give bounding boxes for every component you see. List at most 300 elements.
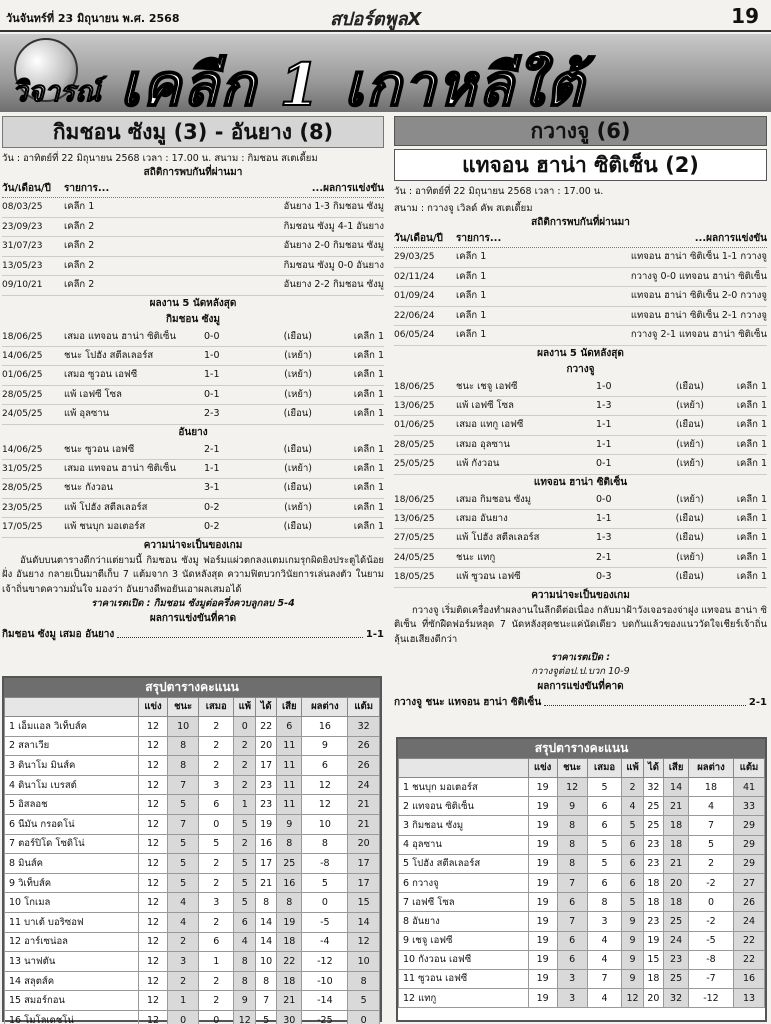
h2h-competition: เคลีก 1 — [456, 270, 487, 282]
standings-cell: 41 — [734, 778, 765, 797]
standings-cell: 23 — [643, 835, 664, 854]
standings-cell: 12 — [138, 814, 167, 834]
standings-cell: -5 — [688, 931, 733, 950]
standings-cell: 6 — [587, 797, 622, 816]
standings-row — [5, 893, 380, 913]
form-row — [394, 397, 767, 416]
standings-team: 13 นาฟตัน — [5, 952, 139, 972]
standings-cell: 23 — [643, 912, 664, 931]
standings-row — [399, 816, 765, 835]
standings-col-header: เสมอ — [587, 759, 622, 778]
h2h-competition: เคลีก 1 — [456, 290, 487, 301]
standings-team: 16 โมโลเดชโน่ — [5, 1010, 139, 1024]
form-venue: (เหย้า) — [284, 462, 312, 474]
standings-cell: 13 — [734, 989, 765, 1008]
standings-cell: 18 — [643, 893, 664, 912]
match-column-right — [394, 116, 767, 710]
standings-cell: 26 — [734, 893, 765, 912]
standings-cell: 4 — [587, 931, 622, 950]
form-row — [2, 499, 384, 518]
match-meta: วัน : อาทิตย์ที่ 22 มิถุนายน 2568 เวลา : 17.00 น. — [394, 186, 604, 197]
standings-cell: 2 — [198, 736, 234, 756]
standings-cell: 23 — [256, 775, 277, 795]
standings-cell: 8 — [234, 952, 256, 972]
standings-cell: 18 — [277, 932, 302, 952]
standings-cell: 6 — [557, 931, 587, 950]
standings-cell: 2 — [168, 971, 199, 991]
h2h-date: 29/03/25 — [394, 252, 435, 262]
standings-cell: 0 — [688, 893, 733, 912]
h2h-row — [394, 307, 767, 327]
standings-row — [5, 756, 380, 776]
standings-cell: 22 — [734, 950, 765, 969]
form-venue: (เหย้า) — [676, 438, 704, 450]
form-row — [2, 405, 384, 424]
standings-cell: 5 — [168, 795, 199, 815]
standings-row — [5, 971, 380, 991]
standings-cell: 2 — [168, 932, 199, 952]
standings-cell: 5 — [234, 873, 256, 893]
standings-cell: 5 — [688, 835, 733, 854]
form-date: 31/05/25 — [2, 463, 43, 474]
standings-team: 5 โปฮัง สตีลเลอร์ส — [399, 854, 529, 873]
standings-row — [399, 989, 765, 1008]
form-date: 28/05/25 — [2, 389, 43, 400]
standings-cell: 14 — [256, 932, 277, 952]
h2h-result: อันยาง 2-2 กิมชอน ซังมู — [283, 279, 384, 290]
form-venue: (เยือน) — [283, 482, 312, 494]
form-competition: เคลีก 1 — [353, 388, 384, 400]
form-competition: เคลีก 1 — [353, 462, 384, 474]
standings-cell: -14 — [302, 991, 348, 1011]
team-a-name: กวางจู — [566, 363, 595, 375]
standings-cell: 5 — [168, 854, 199, 874]
standings-cell: -2 — [688, 873, 733, 892]
h2h-row — [394, 248, 767, 268]
standings-cell: 12 — [138, 795, 167, 815]
standings-team: 10 กังวอน เอฟซี — [399, 950, 529, 969]
h2h-row — [394, 326, 767, 346]
standings-cell: 8 — [557, 854, 587, 873]
h2h-title: สถิติการพบกันที่ผ่านมา — [143, 167, 243, 178]
h2h-head-comp: รายการ... — [456, 233, 502, 244]
form-venue: (เยือน) — [283, 521, 312, 533]
standings-row — [5, 932, 380, 952]
form-opponent: ชนะ เชจู เอฟซี — [456, 380, 518, 392]
standings-cell: 25 — [664, 969, 689, 988]
standings-cell: 2 — [198, 971, 234, 991]
form-score: 0-0 — [596, 493, 612, 505]
standings-col-header: เสมอ — [198, 698, 234, 717]
standings-cell: 22 — [277, 952, 302, 972]
h2h-date: 22/06/24 — [394, 310, 435, 321]
standings-row — [5, 795, 380, 815]
standings-cell: 5 — [587, 835, 622, 854]
prediction-row — [2, 627, 384, 642]
standings-caption: สรุปตารางคะแนน — [4, 678, 380, 697]
form-row — [2, 328, 384, 347]
form-score: 1-1 — [596, 419, 612, 431]
standings-cell: 22 — [256, 717, 277, 737]
standings-cell: -2 — [688, 912, 733, 931]
standings-cell: 19 — [528, 912, 557, 931]
form-list-b — [2, 441, 384, 538]
standings-row — [5, 814, 380, 834]
form-title: ผลงาน 5 นัดหลังสุด — [537, 347, 624, 359]
standings-cell: 1 — [198, 952, 234, 972]
form-row — [394, 568, 767, 587]
standings-cell: 23 — [664, 950, 689, 969]
h2h-list — [2, 198, 384, 296]
standings-cell: 18 — [643, 969, 664, 988]
standings-cell: 19 — [528, 854, 557, 873]
form-row — [2, 366, 384, 385]
form-opponent: เสมอ อันยาง — [456, 512, 508, 524]
standings-cell: 9 — [302, 736, 348, 756]
standings-cell: 15 — [348, 893, 380, 913]
h2h-header — [2, 181, 384, 198]
form-venue: (เยือน) — [675, 380, 704, 392]
standings-cell: 0 — [198, 1010, 234, 1024]
standings-cell: 5 — [234, 893, 256, 913]
standings-cell: 0 — [302, 893, 348, 913]
standings-cell: 12 — [138, 991, 167, 1011]
form-opponent: แพ้ ชนบุก มอเตอร์ส — [64, 521, 146, 533]
standings-cell: 10 — [302, 814, 348, 834]
standings-cell: 8 — [168, 756, 199, 776]
standings-row — [5, 1010, 380, 1024]
standings-cell: 5 — [348, 991, 380, 1011]
form-venue: (เยือน) — [283, 330, 312, 342]
standings-col-header: แต้ม — [348, 698, 380, 717]
standings-cell: 32 — [348, 717, 380, 737]
banner-title: เคลีก 1 เกาหลีใต้ — [120, 51, 586, 112]
standings-team: 3 กิมชอน ซังมู — [399, 816, 529, 835]
standings-cell: 9 — [622, 931, 643, 950]
form-opponent: ชนะ ซูวอน เอฟซี — [64, 443, 135, 455]
h2h-competition: เคลีก 1 — [456, 329, 487, 340]
standings-cell: 5 — [302, 873, 348, 893]
form-score: 1-3 — [596, 532, 612, 544]
standings-row — [399, 912, 765, 931]
standings-team: 7 เอฟซี โซล — [399, 893, 529, 912]
standings-col-header: แต้ม — [734, 759, 765, 778]
h2h-header — [394, 231, 767, 248]
match-column-left — [2, 116, 384, 642]
h2h-head-date: วัน/เดือน/ปี — [394, 233, 443, 244]
standings-cell: 8 — [168, 736, 199, 756]
standings-body — [399, 778, 765, 1008]
standings-cell: 19 — [528, 989, 557, 1008]
standings-cell: 3 — [198, 893, 234, 913]
analysis-title: ความน่าจะเป็นของเกม — [143, 539, 243, 551]
standings-cell: 19 — [256, 814, 277, 834]
h2h-result: กิมชอน ซังมู 0-0 อันยาง — [283, 259, 384, 271]
form-opponent: แพ้ กังวอน — [456, 458, 500, 470]
standings-cell: 29 — [734, 835, 765, 854]
standings-cell: 29 — [734, 854, 765, 873]
form-venue: (เยือน) — [283, 408, 312, 420]
standings-table-right — [396, 737, 767, 1022]
standings-col-header: แพ้ — [622, 759, 643, 778]
standings-cell: -12 — [302, 952, 348, 972]
standings-cell: 6 — [622, 835, 643, 854]
h2h-head-date: วัน/เดือน/ปี — [2, 183, 51, 194]
form-competition: เคลีก 1 — [353, 330, 384, 342]
h2h-row — [2, 198, 384, 218]
standings-grid — [4, 697, 380, 1024]
standings-cell: 9 — [622, 950, 643, 969]
form-opponent: ชนะ แทกู — [456, 551, 496, 563]
standings-row — [399, 778, 765, 797]
standings-cell: 8 — [557, 816, 587, 835]
standings-cell: -4 — [302, 932, 348, 952]
standings-cell: 3 — [557, 969, 587, 988]
standings-col-header: แพ้ — [234, 698, 256, 717]
standings-cell: 19 — [528, 969, 557, 988]
standings-cell: 5 — [587, 854, 622, 873]
standings-row — [399, 950, 765, 969]
standings-row — [5, 736, 380, 756]
standings-col-header: เสีย — [277, 698, 302, 717]
standings-col-header: แข่ง — [138, 698, 167, 717]
standings-cell: 29 — [734, 816, 765, 835]
standings-cell: 6 — [277, 717, 302, 737]
standings-cell: 11 — [277, 775, 302, 795]
form-competition: เคลีก 1 — [736, 512, 767, 524]
standings-cell: 17 — [256, 756, 277, 776]
form-competition: เคลีก 1 — [353, 482, 384, 494]
standings-cell: 16 — [256, 834, 277, 854]
form-competition: เคลีก 1 — [736, 571, 767, 583]
standings-cell: 2 — [622, 778, 643, 797]
form-row — [2, 347, 384, 366]
standings-cell: 2 — [198, 717, 234, 737]
h2h-competition: เคลีก 1 — [456, 251, 487, 262]
standings-cell: 12 — [138, 912, 167, 932]
h2h-competition: เคลีก 1 — [456, 309, 487, 321]
form-row — [394, 549, 767, 568]
h2h-date: 09/10/21 — [2, 280, 43, 290]
standings-cell: 24 — [348, 775, 380, 795]
standings-row — [5, 854, 380, 874]
h2h-row — [2, 276, 384, 296]
team-b-name: แทจอน ฮาน่า ซิติเซ็น — [533, 476, 628, 488]
standings-cell: 27 — [734, 873, 765, 892]
standings-cell: 8 — [557, 835, 587, 854]
standings-col-header: ผลต่าง — [688, 759, 733, 778]
standings-cell: 5 — [234, 854, 256, 874]
team-a-name: กิมชอน ซังมู — [165, 313, 221, 325]
form-competition: เคลีก 1 — [736, 419, 767, 431]
form-competition: เคลีก 1 — [353, 408, 384, 420]
standings-cell: 19 — [528, 797, 557, 816]
standings-row — [5, 873, 380, 893]
standings-cell: 2 — [234, 775, 256, 795]
standings-cell: 16 — [277, 873, 302, 893]
standings-cell: 14 — [664, 778, 689, 797]
form-venue: (เยือน) — [675, 512, 704, 524]
standings-cell: 6 — [198, 795, 234, 815]
match-meta: วัน : อาทิตย์ที่ 22 มิถุนายน 2568 เวลา : 17.00 น. สนาม : กิมชอน สเตเดี้ยม — [2, 153, 318, 164]
standings-cell: 4 — [688, 797, 733, 816]
standings-cell: 2 — [234, 834, 256, 854]
standings-cell: 14 — [256, 912, 277, 932]
h2h-date: 31/07/23 — [2, 241, 43, 251]
form-opponent: เสมอ แทกู เอฟซี — [456, 419, 524, 431]
standings-cell: 7 — [557, 912, 587, 931]
standings-cell: 20 — [348, 834, 380, 854]
standings-row — [399, 873, 765, 892]
form-score: 3-1 — [204, 482, 220, 494]
standings-team: 8 อันยาง — [399, 912, 529, 931]
form-date: 24/05/25 — [2, 409, 43, 420]
standings-cell: 2 — [198, 991, 234, 1011]
standings-cell: 25 — [643, 797, 664, 816]
standings-cell: 24 — [734, 912, 765, 931]
standings-cell: 4 — [587, 950, 622, 969]
standings-cell: -5 — [302, 912, 348, 932]
form-row — [2, 518, 384, 537]
form-row — [394, 455, 767, 474]
form-venue: (เยือน) — [675, 419, 704, 431]
standings-cell: 25 — [643, 816, 664, 835]
standings-team: 6 กวางจู — [399, 873, 529, 892]
h2h-row — [2, 237, 384, 257]
form-score: 1-1 — [596, 438, 612, 450]
prediction-row — [394, 695, 767, 710]
form-opponent: แพ้ โปฮัง สตีลเลอร์ส — [64, 501, 148, 513]
standings-cell: 18 — [664, 835, 689, 854]
form-venue: (เหย้า) — [284, 369, 312, 381]
form-venue: (เยือน) — [675, 532, 704, 544]
standings-row — [399, 969, 765, 988]
match-venue: สนาม : กวางจู เวิลด์ คัพ สเตเดี้ยม — [394, 203, 533, 214]
standings-team: 7 ตอร์ปิโด โซดิโน่ — [5, 834, 139, 854]
standings-team: 11 บาเต้ บอริซอฟ — [5, 912, 139, 932]
standings-cell: 7 — [168, 814, 199, 834]
standings-team: 1 เอ็มแอล วิเท็บส์ค — [5, 717, 139, 737]
h2h-row — [394, 268, 767, 288]
form-venue: (เยือน) — [675, 571, 704, 583]
top-bar — [0, 0, 771, 32]
standings-cell: 12 — [138, 775, 167, 795]
form-score: 0-1 — [204, 388, 220, 400]
masthead-logo: สปอร์ตพูลX — [330, 9, 422, 30]
standings-row — [5, 991, 380, 1011]
standings-cell: 30 — [277, 1010, 302, 1024]
standings-team: 8 มินส์ค — [5, 854, 139, 874]
form-row — [2, 460, 384, 479]
standings-cell: -12 — [688, 989, 733, 1008]
standings-team: 9 วิเท็บส์ค — [5, 873, 139, 893]
form-row — [394, 510, 767, 529]
h2h-row — [2, 218, 384, 238]
h2h-head-comp: รายการ... — [64, 183, 110, 194]
form-score: 1-1 — [204, 369, 220, 381]
standings-cell: 24 — [664, 931, 689, 950]
standings-col-header: ได้ — [256, 698, 277, 717]
price-text: ราคาเรตเปิด : กิมชอน ซังมูต่อครึ่งควบลูกลบ 5-4 — [91, 598, 295, 610]
h2h-result: กวางจู 0-0 แทจอน ฮาน่า ซิติเซ็น — [630, 270, 767, 282]
form-date: 01/06/25 — [394, 420, 435, 431]
standings-cell: 5 — [198, 834, 234, 854]
form-opponent: ชนะ โปฮัง สตีลเลอร์ส — [64, 349, 154, 361]
h2h-head-result: ...ผลการแข่งขัน — [694, 233, 767, 244]
standings-cell: 3 — [587, 912, 622, 931]
standings-cell: 3 — [168, 952, 199, 972]
prediction-score: 1-1 — [365, 629, 384, 641]
form-date: 28/05/25 — [2, 483, 43, 494]
match-title-home: กวางจู (6) — [394, 116, 767, 146]
form-competition: เคลีก 1 — [353, 369, 384, 381]
h2h-row — [2, 257, 384, 277]
form-opponent: เสมอ อุลซาน — [456, 438, 510, 450]
standings-team: 14 สลุตส์ค — [5, 971, 139, 991]
standings-cell: 26 — [348, 756, 380, 776]
standings-cell: 20 — [643, 989, 664, 1008]
form-date: 18/06/25 — [394, 494, 435, 505]
standings-row — [399, 835, 765, 854]
standings-row — [5, 775, 380, 795]
standings-cell: 8 — [348, 971, 380, 991]
standings-cell: 19 — [643, 931, 664, 950]
standings-cell: 12 — [622, 989, 643, 1008]
standings-cell: 5 — [168, 834, 199, 854]
analysis-text: กวางจู เริ่มติดเครื่องทำผลงานในลีกดีต่อเนื่อง กลับมาฝ้าวังเจอรองจ่าฝูง แทจอน ฮาน่า ซิติเซ็น ที่ซักฝืดฟอร์มหลุด 7 นัดหลังสุดชนะแค่นัดเดียว บดกันแล้วของแนววัดใจเชียร์เจ้าถิ่นลุ้นเฮเสียงดีกว่า — [394, 604, 767, 645]
form-list-a — [2, 328, 384, 425]
form-competition: เคลีก 1 — [736, 493, 767, 505]
standings-cell: 18 — [664, 893, 689, 912]
standings-cell: 26 — [348, 736, 380, 756]
standings-cell: 2 — [234, 736, 256, 756]
form-score: 0-2 — [204, 521, 220, 533]
standings-cell: 23 — [643, 854, 664, 873]
h2h-competition: เคลีก 2 — [64, 220, 95, 232]
standings-cell: 10 — [168, 717, 199, 737]
standings-col-header — [399, 759, 529, 778]
standings-cell: 1 — [168, 991, 199, 1011]
standings-cell: 1 — [234, 795, 256, 815]
standings-cell: -8 — [302, 854, 348, 874]
standings-cell: 21 — [664, 797, 689, 816]
standings-cell: 19 — [528, 950, 557, 969]
standings-cell: 19 — [528, 835, 557, 854]
standings-cell: 6 — [587, 816, 622, 835]
h2h-competition: เคลีก 2 — [64, 259, 95, 271]
form-date: 25/05/25 — [394, 459, 435, 470]
form-score: 1-3 — [596, 399, 612, 411]
form-competition: เคลีก 1 — [736, 551, 767, 563]
h2h-head-result: ...ผลการแข่งขัน — [311, 183, 384, 194]
standings-cell: 19 — [528, 778, 557, 797]
standings-cell: 4 — [168, 893, 199, 913]
form-opponent: เสมอ ซูวอน เอฟซี — [64, 369, 138, 381]
prediction-text: กิมชอน ซังมู เสมอ อันยาง — [2, 629, 115, 641]
form-date: 13/06/25 — [394, 513, 435, 524]
standings-cell: 23 — [256, 795, 277, 815]
standings-row — [5, 912, 380, 932]
h2h-date: 01/09/24 — [394, 291, 435, 301]
standings-body — [5, 717, 380, 1024]
standings-row — [5, 952, 380, 972]
standings-caption: สรุปตารางคะแนน — [398, 739, 765, 758]
standings-cell: 2 — [198, 912, 234, 932]
standings-cell: 19 — [528, 873, 557, 892]
form-opponent: เสมอ กิมชอน ซังมู — [456, 493, 532, 505]
standings-cell: 5 — [622, 893, 643, 912]
standings-cell: 20 — [664, 873, 689, 892]
